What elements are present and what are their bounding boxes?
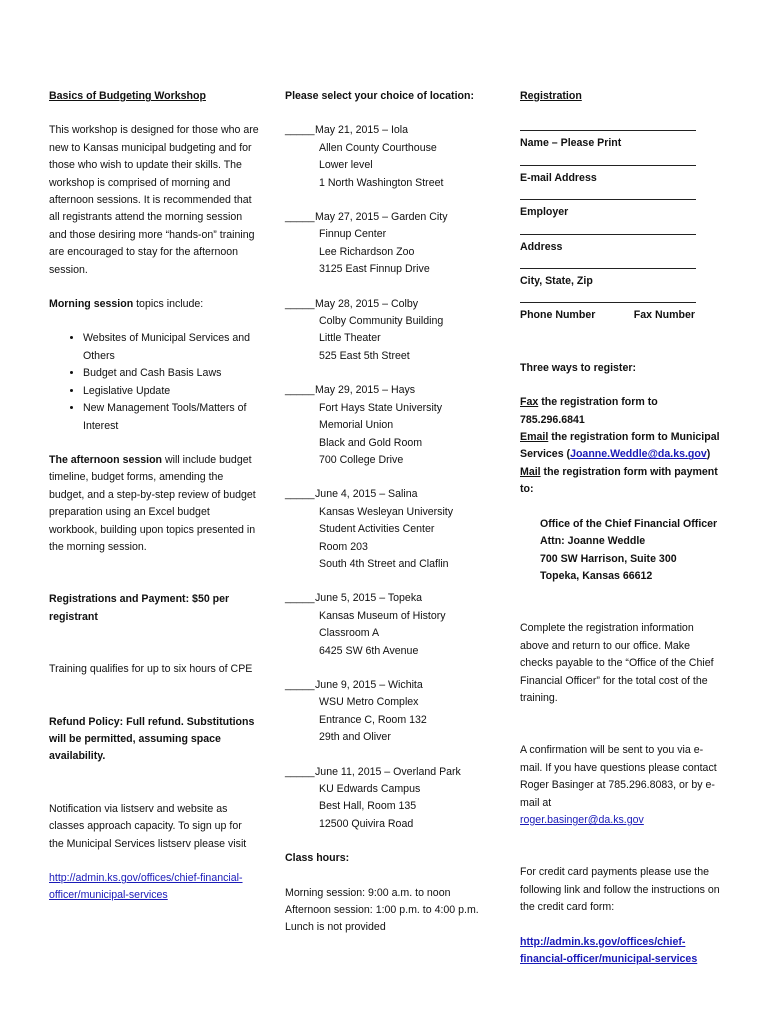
location-option[interactable] xyxy=(285,486,500,573)
email-line[interactable] xyxy=(520,153,696,166)
location-address-line: Fort Hays State University xyxy=(319,401,443,414)
location-details xyxy=(315,764,500,834)
location-option[interactable] xyxy=(285,296,500,366)
afternoon-rest: will include budget timeline, budget forms, amending the budget, and a step-by-step review of budget preparation using an Excel budget workbook, building upon topics presented in the morning session. xyxy=(49,453,256,553)
location-address-line: Kansas Wesleyan University xyxy=(319,505,454,518)
location-checkbox-blank[interactable]: _____ xyxy=(285,384,315,397)
location-title: Please select your choice of location: xyxy=(285,90,474,102)
city-label: City, State, Zip xyxy=(520,275,593,288)
phone-fax-line[interactable] xyxy=(520,290,696,303)
location-address-line: Memorial Union xyxy=(319,419,394,432)
location-details xyxy=(315,677,500,747)
location-date: June 4, 2015 – Salina xyxy=(315,488,418,501)
morning-topics xyxy=(49,330,259,434)
location-address-line: Little Theater xyxy=(319,332,381,345)
location-checkbox-blank[interactable]: _____ xyxy=(285,765,315,778)
location-checkbox-blank[interactable]: _____ xyxy=(285,488,315,501)
location-option[interactable] xyxy=(285,764,500,834)
fax-word: Fax xyxy=(520,396,539,409)
class-hours-afternoon: Afternoon session: 1:00 p.m. to 4:00 p.m. xyxy=(285,904,479,917)
location-address-line: Kansas Museum of History xyxy=(319,609,446,622)
mailing-address xyxy=(520,516,720,586)
location-address-line: Finnup Center xyxy=(319,228,387,241)
mail-word: Mail xyxy=(520,465,541,478)
location-address-line: South 4th Street and Claflin xyxy=(319,557,449,570)
location-details xyxy=(315,296,500,366)
afternoon-text xyxy=(49,452,259,556)
roger-email-link[interactable]: roger.basinger@da.ks.gov xyxy=(520,813,644,826)
mail-rest: the registration form with payment to: xyxy=(520,465,718,496)
fax-instruction xyxy=(520,394,720,429)
address-line-4: Topeka, Kansas 66612 xyxy=(540,569,653,582)
address-line-2: Attn: Joanne Weddle xyxy=(540,535,646,548)
name-label: Name – Please Print xyxy=(520,137,622,150)
location-address-line: 12500 Quivira Road xyxy=(319,817,414,830)
location-address-line: Black and Gold Room xyxy=(319,436,423,449)
email-word: Email xyxy=(520,431,549,444)
location-option[interactable] xyxy=(285,122,500,192)
morning-heading xyxy=(49,296,259,313)
registration-title: Registration xyxy=(520,90,582,102)
phone-fax-row xyxy=(520,307,695,324)
location-details xyxy=(315,382,500,469)
workshop-intro: This workshop is designed for those who are new to Kansas municipal budgeting and for those who wish to update their skills. The workshop is comprised of morning and afternoon sessions. It is recommended that all registrants attend the morning session and those desiring more “hands-on” training are encouraged to stay for the afternoon session. xyxy=(49,124,259,276)
ways-title: Three ways to register: xyxy=(520,361,636,374)
location-details xyxy=(315,209,500,279)
location-address-line: Student Activities Center xyxy=(319,523,435,536)
address-line-3: 700 SW Harrison, Suite 300 xyxy=(540,552,677,565)
class-hours-lunch: Lunch is not provided xyxy=(285,921,386,934)
location-address-line: 3125 East Finnup Drive xyxy=(319,263,430,276)
location-option[interactable] xyxy=(285,677,500,747)
workshop-info-column xyxy=(49,88,259,905)
workshop-title: Basics of Budgeting Workshop xyxy=(49,90,206,102)
location-details xyxy=(315,122,500,192)
morning-bold: Morning session xyxy=(49,298,134,311)
location-date: May 28, 2015 – Colby xyxy=(315,297,419,310)
morning-rest: topics include: xyxy=(133,298,204,311)
location-details xyxy=(315,590,500,660)
mail-instruction xyxy=(520,464,720,499)
topic-item: • New Management Tools/Matters of Interest xyxy=(83,400,259,435)
location-checkbox-blank[interactable]: _____ xyxy=(285,124,315,137)
location-address-line: 6425 SW 6th Avenue xyxy=(319,644,419,657)
complete-text: Complete the registration information above and return to our office. Make checks payable to the “Office of the Chief Financial Officer” for the total cost of the training. xyxy=(520,622,714,704)
topic-item: • Legislative Update xyxy=(83,383,259,400)
location-address-line: 1 North Washington Street xyxy=(319,176,444,189)
location-address-line: Classroom A xyxy=(319,627,380,640)
location-date: June 11, 2015 – Overland Park xyxy=(315,765,461,778)
payment-text: Registrations and Payment: $50 per registrant xyxy=(49,593,230,623)
location-address-line: Room 203 xyxy=(319,540,368,553)
credit-text: For credit card payments please use the following link and follow the instructions on the credit card form: xyxy=(520,866,720,914)
employer-label: Employer xyxy=(520,206,569,219)
fax-label: Fax Number xyxy=(633,309,695,322)
topic-item: • Budget and Cash Basis Laws xyxy=(83,365,259,382)
location-address-line: Best Hall, Room 135 xyxy=(319,800,417,813)
location-address-line: Entrance C, Room 132 xyxy=(319,713,427,726)
afternoon-bold: The afternoon session xyxy=(49,453,163,466)
location-column xyxy=(285,88,500,937)
location-address-line: Lee Richardson Zoo xyxy=(319,245,415,258)
location-address-line: KU Edwards Campus xyxy=(319,783,421,795)
email-rest: the registration form to Municipal Services ( xyxy=(520,431,720,461)
email-instruction xyxy=(520,429,720,464)
email-label: E-mail Address xyxy=(520,171,597,184)
address-line-1: Office of the Chief Financial Officer xyxy=(540,517,718,530)
class-hours-morning: Morning session: 9:00 a.m. to noon xyxy=(285,886,451,899)
location-list xyxy=(285,122,500,833)
name-line[interactable] xyxy=(520,118,696,131)
location-address-line: Colby Community Building xyxy=(319,315,444,328)
class-hours-title: Class hours: xyxy=(285,852,350,865)
address-line[interactable] xyxy=(520,222,696,235)
location-checkbox-blank[interactable]: _____ xyxy=(285,592,315,605)
location-date: May 27, 2015 – Garden City xyxy=(315,211,448,224)
email-close: ) xyxy=(706,448,711,461)
location-date: May 21, 2015 – Iola xyxy=(315,124,409,137)
credit-card-link[interactable]: http://admin.ks.gov/offices/chief-financial-officer/municipal-services xyxy=(520,935,698,965)
location-address-line: Lower level xyxy=(319,159,373,172)
topic-item: • Websites of Municipal Services and Others xyxy=(83,330,259,365)
location-address-line: 29th and Oliver xyxy=(319,731,391,744)
location-checkbox-blank[interactable]: _____ xyxy=(285,211,315,224)
notification-text: Notification via listserv and website as classes approach capacity. To sign up for the Municipal Services listserv please visit xyxy=(49,802,247,850)
joanne-email-link[interactable]: Joanne.Weddle@da.ks.gov xyxy=(570,448,707,461)
location-address-line: Allen County Courthouse xyxy=(319,141,437,154)
location-address-line: 700 College Drive xyxy=(319,453,404,466)
location-option[interactable] xyxy=(285,590,500,660)
location-address-line: 525 East 5th Street xyxy=(319,349,410,362)
fax-rest: the registration form to 785.296.6841 xyxy=(520,396,658,426)
city-line[interactable] xyxy=(520,256,696,269)
refund-policy: Refund Policy: Full refund. Substitutions will be permitted, assuming space availability. xyxy=(49,715,255,763)
location-checkbox-blank[interactable]: _____ xyxy=(285,678,315,691)
employer-line[interactable] xyxy=(520,187,696,200)
location-option[interactable] xyxy=(285,209,500,279)
location-checkbox-blank[interactable]: _____ xyxy=(285,297,315,310)
location-address-line: WSU Metro Complex xyxy=(319,696,419,709)
listserv-link[interactable]: http://admin.ks.gov/offices/chief-financial-officer/municipal-services xyxy=(49,872,243,902)
phone-label: Phone Number xyxy=(520,309,596,322)
address-label: Address xyxy=(520,240,563,253)
location-date: June 9, 2015 – Wichita xyxy=(315,678,423,691)
cpe-text: Training qualifies for up to six hours of CPE xyxy=(49,663,253,676)
confirm-text: A confirmation will be sent to you via e-mail. If you have questions please contact Roger Basinger at 785.296.8083, or by e-mail at xyxy=(520,744,717,809)
location-date: May 29, 2015 – Hays xyxy=(315,384,416,397)
location-date: June 5, 2015 – Topeka xyxy=(315,592,423,605)
registration-column xyxy=(520,88,720,968)
location-details xyxy=(315,486,500,573)
location-option[interactable] xyxy=(285,382,500,469)
